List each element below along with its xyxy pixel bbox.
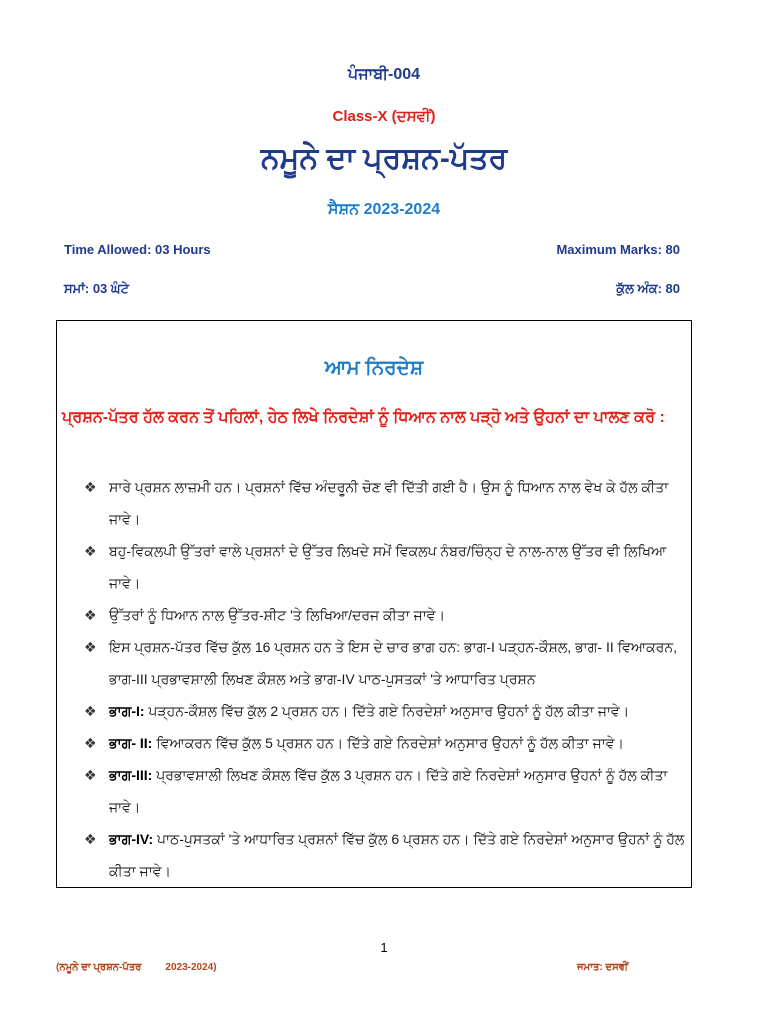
- list-item: [57, 695, 687, 727]
- item-text: ਸਾਰੇ ਪ੍ਰਸ਼ਨ ਲਾਜ਼ਮੀ ਹਨ। ਪ੍ਰਸ਼ਨਾਂ ਵਿੱਚ ਅੰਦਰੂਨੀ ਚੋਣ ਵੀ ਦਿੱਤੀ ਗਈ ਹੈ। ਉਸ ਨੂੰ ਧਿਆਨ ਨਾਲ ਵੇਖ ਕੇ ਹੱਲ ਕੀਤਾ ਜਾਵੇ।: [109, 479, 669, 527]
- instructions-box: [56, 320, 692, 888]
- footer-right: ਜਮਾਤ: ਦਸਵੀਂ: [576, 962, 628, 973]
- diamond-bullet-icon: ❖: [84, 479, 97, 495]
- footer-year: 2023-2024): [165, 962, 217, 973]
- footer-left: [56, 962, 217, 973]
- diamond-bullet-icon: ❖: [84, 831, 97, 847]
- list-item: [57, 535, 687, 599]
- item-text: ਵਿਆਕਰਨ ਵਿੱਚ ਕੁੱਲ 5 ਪ੍ਰਸ਼ਨ ਹਨ। ਦਿੱਤੇ ਗਏ ਨਿਰਦੇਸ਼ਾਂ ਅਨੁਸਾਰ ਉਹਨਾਂ ਨੂੰ ਹੱਲ ਕੀਤਾ ਜਾਵੇ।: [152, 735, 624, 751]
- time-allowed-pa: ਸਮਾਂ: 03 ਘੰਟੇ: [64, 281, 129, 296]
- item-bold-label: ਭਾਗ-III:: [109, 767, 153, 783]
- diamond-bullet-icon: ❖: [84, 607, 97, 623]
- list-item: [57, 823, 687, 887]
- item-text: ਪੜ੍ਹਨ-ਕੌਸ਼ਲ ਵਿੱਚ ਕੁੱਲ 2 ਪ੍ਰਸ਼ਨ ਹਨ। ਦਿੱਤੇ ਗਏ ਨਿਰਦੇਸ਼ਾਂ ਅਨੁਸਾਰ ਉਹਨਾਂ ਨੂੰ ਹੱਲ ਕੀਤਾ ਜਾਵੇ।: [144, 703, 630, 719]
- item-bold-label: ਭਾਗ- II:: [109, 735, 153, 751]
- list-item: [57, 471, 687, 535]
- list-item: [57, 599, 687, 631]
- maximum-marks-pa: ਕੁੱਲ ਅੰਕ: 80: [616, 281, 680, 296]
- diamond-bullet-icon: ❖: [84, 543, 97, 559]
- item-bold-label: ਭਾਗ-IV:: [109, 831, 154, 847]
- class-label: Class-X (ਦਸਵੀਂ): [332, 108, 436, 125]
- footer-title: (ਨਮੂਨੇ ਦਾ ਪ੍ਰਸ਼ਨ-ਪੱਤਰ: [56, 962, 142, 973]
- diamond-bullet-icon: ❖: [84, 639, 97, 655]
- item-text: ਇਸ ਪ੍ਰਸ਼ਨ-ਪੱਤਰ ਵਿੱਚ ਕੁੱਲ 16 ਪ੍ਰਸ਼ਨ ਹਨ ਤੇ ਇਸ ਦੇ ਚਾਰ ਭਾਗ ਹਨ: ਭਾਗ-I ਪੜ੍ਹਨ-ਕੌਸ਼ਲ, ਭਾਗ- II ਵਿਆਕਰਨ, ਭਾਗ-III ਪ੍ਰਭਾਵਸ਼ਾਲੀ ਲਿਖਣ ਕੌਸ਼ਲ ਅਤੇ ਭਾਗ-IV ਪਾਠ-ਪੁਸਤਕਾਂ 'ਤੇ ਆਧਾਰਿਤ ਪ੍ਰਸ਼ਨ: [109, 639, 677, 687]
- diamond-bullet-icon: ❖: [84, 703, 97, 719]
- list-item: [57, 727, 687, 759]
- page-title: ਨਮੂਨੇ ਦਾ ਪ੍ਰਸ਼ਨ-ਪੱਤਰ: [260, 142, 508, 175]
- instructions-intro: ਪ੍ਰਸ਼ਨ-ਪੱਤਰ ਹੱਲ ਕਰਨ ਤੋਂ ਪਹਿਲਾਂ, ਹੇਠ ਲਿਖੇ ਨਿਰਦੇਸ਼ਾਂ ਨੂੰ ਧਿਆਨ ਨਾਲ ਪੜ੍ਹੋ ਅਤੇ ਉਹਨਾਂ ਦਾ ਪਾਲਣ ਕਰੋ :: [62, 409, 665, 426]
- diamond-bullet-icon: ❖: [84, 735, 97, 751]
- time-allowed-en: Time Allowed: 03 Hours: [64, 242, 211, 257]
- instructions-list: [57, 471, 687, 887]
- list-item: [57, 631, 687, 695]
- instructions-heading: ਆਮ ਨਿਰਦੇਸ਼: [324, 357, 424, 379]
- subject-code: ਪੰਜਾਬੀ-004: [347, 66, 421, 83]
- list-item: [57, 759, 687, 823]
- item-bold-label: ਭਾਗ-I:: [109, 703, 145, 719]
- item-text: ਪ੍ਰਭਾਵਸ਼ਾਲੀ ਲਿਖਣ ਕੌਸ਼ਲ ਵਿੱਚ ਕੁੱਲ 3 ਪ੍ਰਸ਼ਨ ਹਨ। ਦਿੱਤੇ ਗਏ ਨਿਰਦੇਸ਼ਾਂ ਅਨੁਸਾਰ ਉਹਨਾਂ ਨੂੰ ਹੱਲ ਕੀਤਾ ਜਾਵੇ।: [109, 767, 668, 815]
- item-text: ਉੱਤਰਾਂ ਨੂੰ ਧਿਆਨ ਨਾਲ ਉੱਤਰ-ਸ਼ੀਟ 'ਤੇ ਲਿਖਿਆ/ਦਰਜ ਕੀਤਾ ਜਾਵੇ।: [109, 607, 446, 623]
- maximum-marks-en: Maximum Marks: 80: [556, 242, 680, 257]
- item-text: ਬਹੁ-ਵਿਕਲਪੀ ਉੱਤਰਾਂ ਵਾਲੇ ਪ੍ਰਸ਼ਨਾਂ ਦੇ ਉੱਤਰ ਲਿਖਦੇ ਸਮੇਂ ਵਿਕਲਪ ਨੰਬਰ/ਚਿੰਨ੍ਹ ਦੇ ਨਾਲ-ਨਾਲ ਉੱਤਰ ਵੀ ਲਿਖਿਆ ਜਾਵੇ।: [109, 543, 667, 591]
- diamond-bullet-icon: ❖: [84, 767, 97, 783]
- page-number: 1: [380, 940, 388, 955]
- session-label: ਸੈਸ਼ਨ 2023-2024: [327, 201, 441, 218]
- item-text: ਪਾਠ-ਪੁਸਤਕਾਂ 'ਤੇ ਆਧਾਰਿਤ ਪ੍ਰਸ਼ਨਾਂ ਵਿੱਚ ਕੁੱਲ 6 ਪ੍ਰਸ਼ਨ ਹਨ। ਦਿੱਤੇ ਗਏ ਨਿਰਦੇਸ਼ਾਂ ਅਨੁਸਾਰ ਉਹਨਾਂ ਨੂੰ ਹੱਲ ਕੀਤਾ ਜਾਵੇ।: [109, 831, 685, 879]
